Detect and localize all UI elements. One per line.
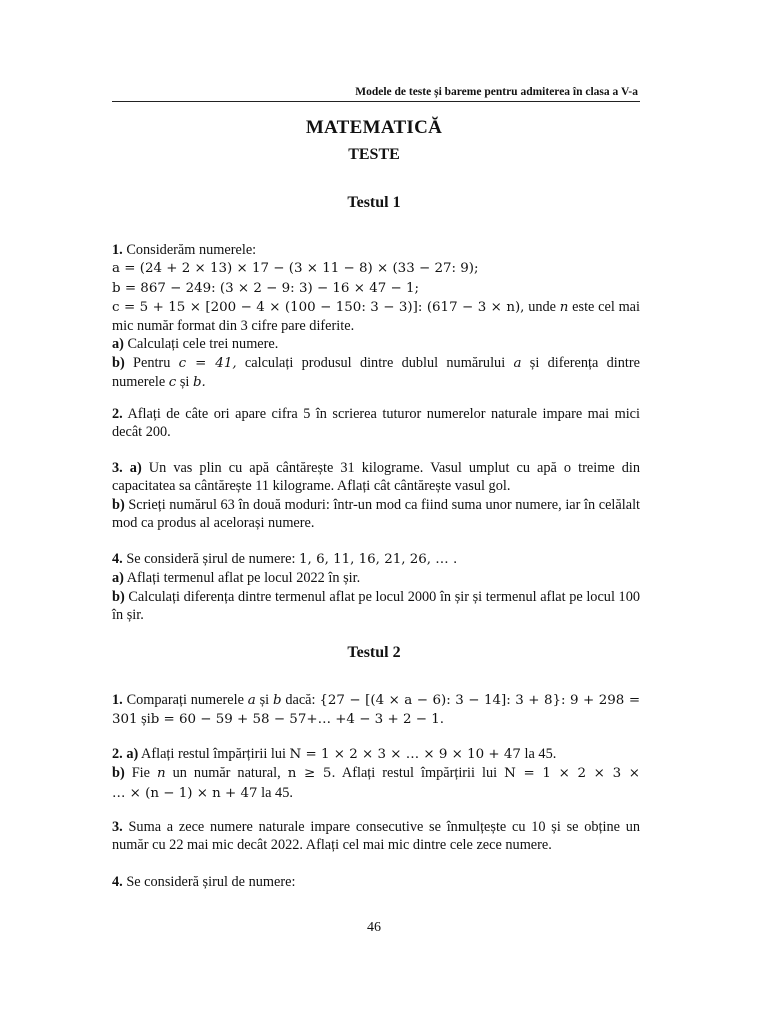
test1-problem4 [112, 550, 640, 624]
problem-number: 4. [112, 551, 123, 567]
subquestion-b [112, 496, 640, 533]
subquestion-label: a) [129, 460, 142, 476]
math-variable: b [272, 693, 282, 708]
header-divider [112, 101, 640, 102]
text-fragment: calculați produsul dintre dublul numărului [244, 354, 506, 371]
text-fragment: dacă: [285, 692, 316, 708]
problem-text-continued [112, 710, 640, 729]
subquestion-label: b) [112, 496, 125, 513]
text-fragment: și [179, 374, 190, 391]
problem-text [112, 873, 640, 891]
math-expression: N = 1 × 2 × 3 × … × 9 × 10 + 47 [289, 747, 521, 762]
expression-b [112, 279, 640, 298]
math-expression: c = 5 + 15 × [200 − 4 × (100 − 150: 3 − 3)]: (617 − 3 × n), [112, 299, 525, 315]
test2-heading: Testul 2 [347, 644, 401, 661]
page-title: MATEMATICĂ [305, 117, 443, 138]
problem-number: 3. [112, 460, 123, 476]
problem-body: Se consideră șirul de numere: [126, 874, 296, 890]
subquestion-text: Calculați diferența dintre termenul aflat pe locul 2000 în șir și termenul aflat pe locul 100 în șir. [112, 588, 640, 623]
problem-number: 1. [112, 242, 123, 258]
math-expression: … × (n − 1) × n + 47 [112, 785, 258, 801]
expression-a [112, 259, 640, 278]
subquestion-b-continued [112, 373, 640, 392]
problem-text [112, 818, 640, 855]
problem-text [112, 241, 640, 259]
subquestion-a [112, 745, 640, 764]
test2-problem3 [112, 818, 640, 855]
subquestion-a [112, 335, 640, 353]
expression-c [112, 298, 640, 317]
text-fragment: la 45. [261, 784, 293, 801]
problem-text [112, 405, 640, 442]
subquestion-text: Scrieți numărul 63 în două moduri: într-un mod ca fiind suma unor numere, iar în celălalt mod ca produs al acelorași numere. [112, 496, 641, 531]
problem-number: 4. [112, 874, 123, 890]
problem-intro: Considerăm numerele: [126, 242, 257, 258]
math-variable: c [168, 375, 177, 391]
text-fragment: numerele [112, 374, 166, 391]
math-variable: a [247, 693, 256, 708]
test1-problem2 [112, 405, 640, 442]
problem-text [112, 550, 640, 569]
subquestion-text: Aflați termenul aflat pe locul 2022 în șir. [126, 570, 361, 587]
math-expression: {27 − [(4 × a − 6): 3 − 14]: 3 + 8}: 9 + 298 = [319, 693, 641, 708]
math-sequence: 1, 6, 11, 16, 21, 26, … . [299, 552, 458, 567]
math-expression: N = 1 × 2 × 3 × [504, 766, 640, 782]
problem-number: 2. [112, 406, 123, 422]
running-header-title: Modele de teste și bareme pentru admiterea în clasa a V-a [355, 86, 638, 98]
math-variable: a [513, 355, 522, 371]
math-variable: n [559, 299, 569, 315]
test1-problem1 [112, 241, 640, 392]
subquestion-label: a) [112, 570, 124, 587]
text-fragment: și diferența dintre [529, 354, 641, 371]
problem-text [112, 691, 640, 710]
math-expression: b = 60 − 59 + 58 − 57+… +4 − 3 + 2 − 1. [150, 712, 444, 728]
subquestion-b [112, 588, 640, 625]
problem-intro: Se consideră șirul de numere: [126, 551, 296, 567]
page-subtitle: TESTE [348, 146, 400, 163]
test2-problem2 [112, 745, 640, 803]
text-fragment: și [141, 711, 151, 728]
text-fragment: un număr natural, [172, 765, 281, 782]
math-expression: 301 [112, 712, 138, 728]
subquestion-text: Calculați cele trei numere. [127, 336, 279, 353]
math-variable: n [157, 766, 166, 782]
test1-heading: Testul 1 [347, 194, 401, 211]
expression-c-continued: mic număr format din 3 cifre pare diferite. [112, 318, 355, 335]
page-number: 46 [367, 920, 381, 935]
subquestion-label: a) [126, 746, 139, 762]
problem-number: 2. [112, 746, 123, 762]
test1-problem3 [112, 459, 640, 532]
text-fragment: Comparați numerele [126, 692, 244, 708]
subquestion-label: b) [112, 588, 125, 605]
problem-number: 3. [112, 819, 123, 835]
text-fragment: Pentru [133, 354, 171, 371]
subquestion-b-continued [112, 784, 640, 803]
subquestion-text: Un vas plin cu apă cântărește 31 kilograme. Vasul umplut cu apă o treime din capacitatea sa cântărește 11 kilograme. Aflați cât cântărește vasul gol. [112, 460, 640, 495]
text-fragment: Fie [131, 765, 150, 782]
test2-problem4 [112, 873, 640, 891]
text-fragment: Aflați restul împărțirii lui [141, 746, 286, 762]
test2-problem1 [112, 691, 640, 730]
subquestion-label: b) [112, 765, 125, 782]
text-fragment: și [259, 692, 270, 708]
math-variable: b. [192, 375, 206, 391]
text-fragment: la 45. [524, 746, 557, 762]
math-expression: c = 41, [178, 355, 237, 371]
math-expression: a = (24 + 2 × 13) × 17 − (3 × 11 − 8) × (33 − 27: 9); [112, 261, 479, 277]
text-fragment: Aflați restul împărțirii lui [341, 765, 498, 782]
text-fragment: este cel mai [572, 298, 641, 315]
text-fragment: unde [528, 298, 556, 315]
subquestion-b [112, 354, 640, 373]
subquestion-a [112, 459, 640, 496]
subquestion-label: b) [112, 354, 125, 371]
math-expression: b = 867 − 249: (3 × 2 − 9: 3) − 16 × 47 − 1; [112, 280, 419, 296]
math-expression: n ≥ 5. [287, 766, 336, 782]
problem-body: Aflați de câte ori apare cifra 5 în scrierea tuturor numerelor naturale impare mai mici decât 200. [112, 406, 640, 441]
subquestion-label: a) [112, 336, 124, 353]
problem-number: 1. [112, 692, 123, 708]
problem-body: Suma a zece numere naturale impare consecutive se înmulțește cu 10 și se obține un număr cu 22 mai mic decât 2022. Aflați cel mai mic dintre cele zece numere. [112, 819, 640, 854]
subquestion-b [112, 764, 640, 783]
subquestion-a [112, 569, 640, 587]
